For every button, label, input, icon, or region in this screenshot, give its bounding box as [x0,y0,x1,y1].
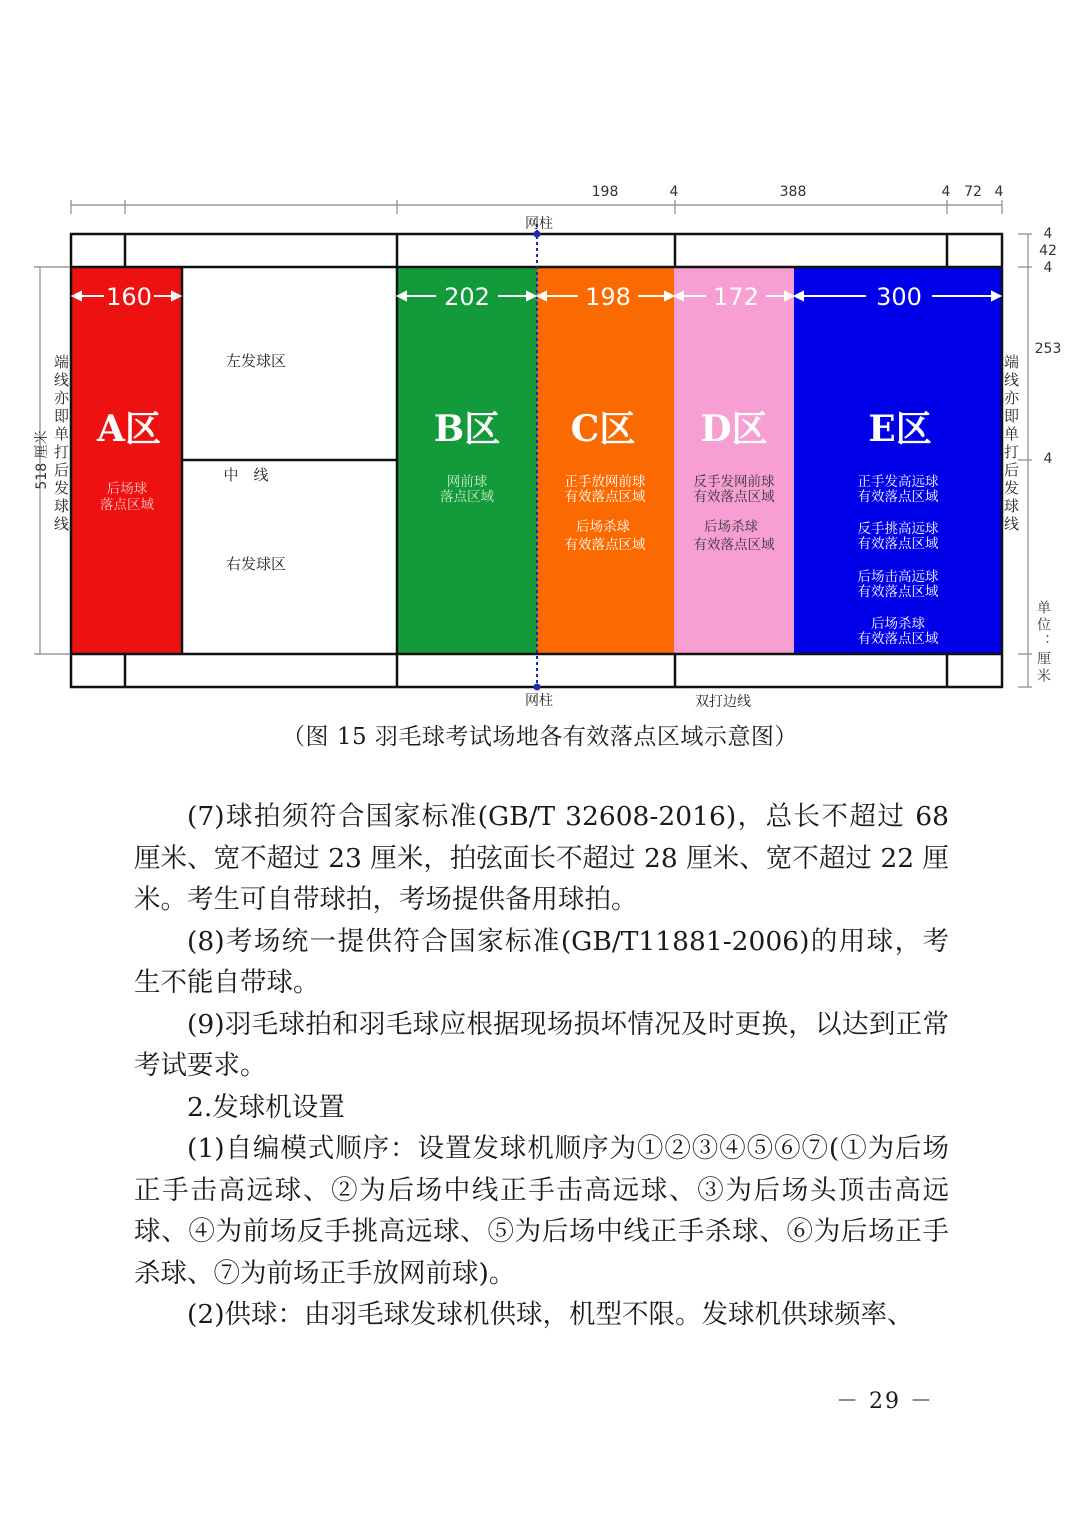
left-dim-518: 518 厘米 [34,430,50,490]
paragraph-supply: (2)供球：由羽毛球发球机供球，机型不限。发球机供球频率、 [187,1299,914,1330]
zone-a-text-2: 落点区域 [100,497,154,513]
zone-d-text-1: 反手发网前球 [693,474,775,490]
zone-b-title: B区 [433,408,501,450]
zone-a-fill [71,267,182,654]
zone-b-text-2: 落点区域 [440,489,494,505]
unit-label: 单位：厘米 [1035,600,1051,685]
right-dim-253: 253 [1034,341,1062,357]
right-dimension-bracket [1018,234,1032,687]
top-dim-4-c: 4 [994,184,1004,200]
figure-caption: （图 15 羽毛球考试场地各有效落点区域示意图） [282,724,798,750]
zone-c-width: 198 [585,283,631,311]
zone-b-width: 202 [444,283,490,311]
paragraph-7: (7)球拍须符合国家标准(GB/T 32608-2016)，总长不超过 68 厘米、宽不超过 23 厘米，拍弦面长不超过 28 厘米、宽不超过 22 厘米。考生可自带球拍，考场提供备用球拍。 [134,801,949,915]
zone-e-text-5: 后场击高远球 [857,569,939,585]
right-dim-42: 42 [1039,243,1057,259]
zone-d-text-3: 后场杀球 [704,519,758,535]
zone-c-text-4: 有效落点区域 [564,537,646,553]
paragraph-8: (8)考场统一提供符合国家标准(GB/T11881-2006)的用球，考生不能自带球。 [134,925,949,998]
zone-e-text-6: 有效落点区域 [857,584,939,600]
net-post-bottom-label: 网柱 [525,693,553,709]
zone-b-text-1: 网前球 [446,474,488,490]
zone-d-text-4: 有效落点区域 [693,537,775,553]
zone-a-text-1: 后场球 [106,481,148,497]
right-service-court-label: 右发球区 [225,555,287,573]
body-text [134,796,949,1336]
zone-e-text-8: 有效落点区域 [857,631,939,647]
zone-c-title: C区 [570,408,636,450]
top-dimension-bracket [71,200,1002,214]
zone-d-fill [674,267,794,654]
zone-d-width: 172 [713,283,759,311]
doubles-sideline-label: 双打边线 [695,694,751,710]
top-dim-72: 72 [964,184,982,200]
left-service-court-label: 左发球区 [225,352,287,370]
paragraph-9: (9)羽毛球拍和羽毛球应根据现场损坏情况及时更换，以达到正常考试要求。 [134,1008,949,1081]
zone-e-width: 300 [876,283,922,311]
left-side-label: 端线亦即单打后发球线 [52,354,70,534]
right-dim-4-b: 4 [1043,260,1053,276]
net-post-bottom-dot [534,684,541,691]
net-post-top-label: 网柱 [525,216,553,232]
zone-c-text-2: 有效落点区域 [564,489,646,505]
zone-e-text-2: 有效落点区域 [857,489,939,505]
right-dim-4-c: 4 [1043,451,1053,467]
top-dim-388: 388 [779,184,807,200]
zone-a-title: A区 [97,408,161,450]
zone-e-text-4: 有效落点区域 [857,536,939,552]
right-dim-4-a: 4 [1043,226,1053,242]
court-diagram [0,0,1080,710]
top-dim-198: 198 [591,184,619,200]
zone-e-title: E区 [868,408,932,450]
zone-c-text-1: 正手放网前球 [564,474,646,490]
zone-e-text-7: 后场杀球 [871,616,925,632]
paragraph-serve-order: (1)自编模式顺序：设置发球机顺序为①②③④⑤⑥⑦(①为后场正手击高远球、②为后场中线正手击高远球、③为后场头顶击高远球、④为前场反手挑高远球、⑤为后场中线正手杀球、⑥为后场正手杀球、⑦为前场正手放网前球)。 [134,1133,949,1289]
zone-a-width: 160 [106,283,152,311]
zone-d-text-2: 有效落点区域 [693,489,775,505]
page-number: － 29 － [836,1389,934,1414]
zone-b-fill [397,267,537,654]
zone-c-text-3: 后场杀球 [576,519,630,535]
top-dim-4-b: 4 [941,184,951,200]
right-side-label: 端线亦即单打后发球线 [1002,354,1020,534]
zone-e-text-3: 反手挑高远球 [857,521,939,537]
zone-e-text-1: 正手发高远球 [857,474,939,490]
zone-c-fill [537,267,674,654]
section-heading-serve-machine: 2.发球机设置 [187,1091,345,1123]
zone-d-title: D区 [700,408,768,450]
center-line-label: 中 线 [223,466,269,484]
top-dim-4-a: 4 [669,184,679,200]
